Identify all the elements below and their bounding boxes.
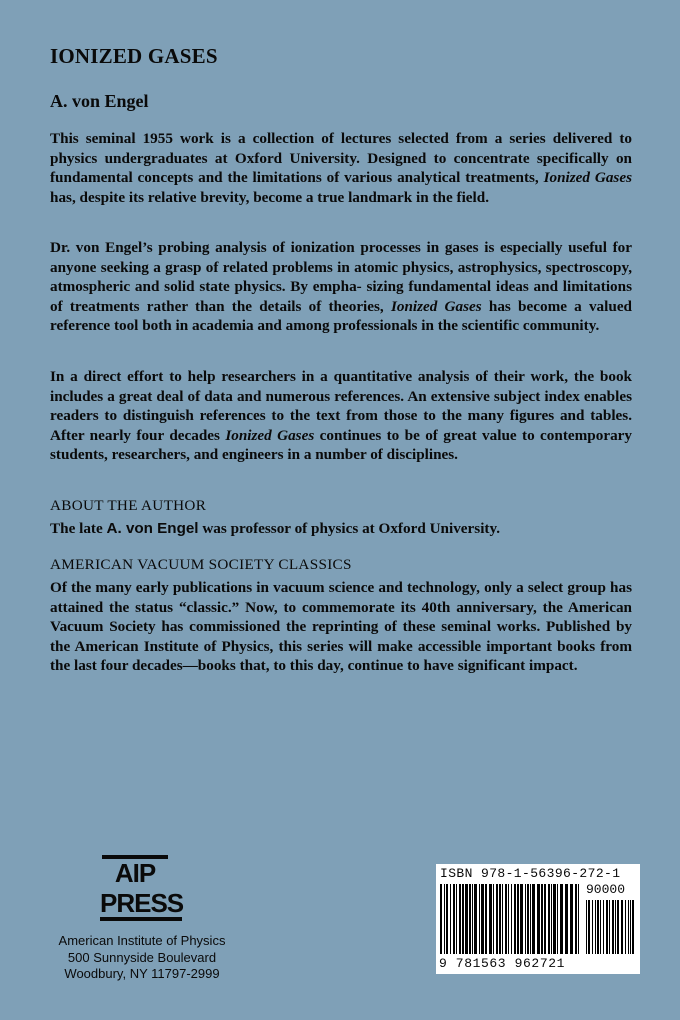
text-run: has become a valued reference tool both in academia and among professionals in the scientific community. <box>50 297 633 335</box>
text-run: This seminal 1955 work is a collection of lectures selected from a series delivered to physics undergraduates at Oxford University. Designed to concentrate specifically on fundamental concepts and the limitations of various analytical treatments, <box>50 130 632 187</box>
barcode-bar <box>474 884 477 954</box>
addon-bar <box>625 900 626 954</box>
addon-bar <box>617 900 619 954</box>
barcode-bar <box>444 884 445 954</box>
avs-classics-text: Of the many early publications in vacuum science and technology, only a select group has attained the status “classic.” Now, to commemorate its 40th anniversary, the American Vacuum Society has commissioned the reprinting of these seminal works. Published by the American Institute of Physics, this series will make accessible important books from the last four decades—books that, to this day, continue to have significant impact. <box>50 579 632 675</box>
price-code: 90000 <box>586 882 626 897</box>
logo-press-text: PRESS <box>100 889 182 921</box>
text-run: Dr. von Engel’s probing analysis of ionization processes in gases is especially useful for anyone seeking a grasp of related problems in atomic physics, astrophysics, spectroscopy, atmospheric and solid state physics. By empha- sizing fundamental ideas and limitations of treatments rather than the details of theories, <box>50 239 632 315</box>
addon-bar <box>595 900 596 954</box>
barcode-bar <box>459 884 461 954</box>
barcode-bar <box>517 884 519 954</box>
barcode-bar <box>520 884 523 954</box>
publisher-address <box>44 933 240 983</box>
description-paragraph-2 <box>50 238 632 336</box>
text-run: In a direct effort to help researchers in a quantitative analysis of their work, the book includes a great deal of data and numerous references. An extensive subject index enables readers to distinguish references to the text from those to the many figures and tables. After nearly four decades <box>50 368 632 444</box>
description-paragraph-1 <box>50 129 632 207</box>
addon-bar <box>621 900 623 954</box>
barcode-bar <box>505 884 507 954</box>
barcode-bar <box>541 884 543 954</box>
barcode-bar <box>479 884 480 954</box>
barcode-bar <box>560 884 563 954</box>
book-title: IONIZED GASES <box>50 44 218 68</box>
barcode-bar <box>514 884 516 954</box>
barcode-bar <box>485 884 487 954</box>
barcode-bar <box>496 884 498 954</box>
barcode-bar <box>553 884 556 954</box>
addon-bar <box>609 900 610 954</box>
barcode-bar <box>578 884 579 954</box>
barcode-bar <box>575 884 577 954</box>
addon-bar <box>630 900 631 954</box>
addon-bar <box>588 900 590 954</box>
addon-bar <box>597 900 599 954</box>
addon-bar <box>615 900 616 954</box>
barcode-bar <box>570 884 573 954</box>
barcode-bar <box>469 884 471 954</box>
barcode-bar <box>502 884 503 954</box>
barcode-bar <box>544 884 546 954</box>
barcode-bar <box>499 884 501 954</box>
barcode-bar <box>537 884 540 954</box>
barcode-bar <box>440 884 442 954</box>
address-line: Woodbury, NY 11797-2999 <box>64 966 220 981</box>
addon-bar <box>586 900 587 954</box>
ean-digits: 9 781563 962721 <box>439 956 566 971</box>
about-author-suffix: was professor of physics at Oxford University. <box>198 520 501 537</box>
barcode-bar <box>446 884 448 954</box>
barcode-bar <box>527 884 529 954</box>
barcode-bar <box>557 884 558 954</box>
barcode-bar <box>481 884 484 954</box>
address-line: American Institute of Physics <box>58 933 226 948</box>
barcode-bar <box>532 884 535 954</box>
addon-bar <box>632 900 634 954</box>
aip-press-logo <box>100 855 182 917</box>
isbn-text: ISBN 978-1-56396-272-1 <box>440 866 621 881</box>
italic-title-run: Ionized Gases <box>390 297 482 315</box>
book-author: A. von Engel <box>50 91 149 111</box>
addon-bar <box>600 900 601 954</box>
addon-bar <box>628 900 629 954</box>
barcode-bar <box>511 884 512 954</box>
about-author-heading: ABOUT THE AUTHOR <box>50 497 207 514</box>
barcode-bar <box>525 884 526 954</box>
text-run: continues to be of great value to contemporary students, researchers, and engineers in a number of disciplines. <box>50 426 633 464</box>
barcode-label <box>436 864 640 974</box>
italic-title-run: Ionized Gases <box>225 426 315 444</box>
about-author-text <box>50 519 632 539</box>
barcode-bar <box>456 884 457 954</box>
barcode-bar <box>565 884 568 954</box>
logo-aip-text: AIP <box>102 855 168 887</box>
barcode-bar <box>472 884 473 954</box>
barcode-bar <box>508 884 509 954</box>
barcode-bar <box>462 884 464 954</box>
italic-title-run: Ionized Gases <box>543 169 632 187</box>
addon-bar <box>603 900 604 954</box>
about-author-name: A. von Engel <box>106 520 199 537</box>
barcode-bar <box>453 884 455 954</box>
text-run: has, despite its relative brevity, become a true landmark in the field. <box>50 188 489 206</box>
addon-bar <box>612 900 614 954</box>
barcode-bar <box>530 884 531 954</box>
barcode-bar <box>465 884 468 954</box>
barcode-bar <box>551 884 552 954</box>
barcode-bar <box>493 884 494 954</box>
addon-bar <box>606 900 608 954</box>
barcode-bar <box>548 884 550 954</box>
avs-classics-heading: AMERICAN VACUUM SOCIETY CLASSICS <box>50 556 352 573</box>
address-line: 500 Sunnyside Boulevard <box>67 949 217 965</box>
barcode-bar <box>450 884 451 954</box>
barcode-bar <box>489 884 492 954</box>
about-author-prefix: The late <box>50 520 107 537</box>
addon-bar <box>592 900 593 954</box>
description-paragraph-3 <box>50 367 632 465</box>
